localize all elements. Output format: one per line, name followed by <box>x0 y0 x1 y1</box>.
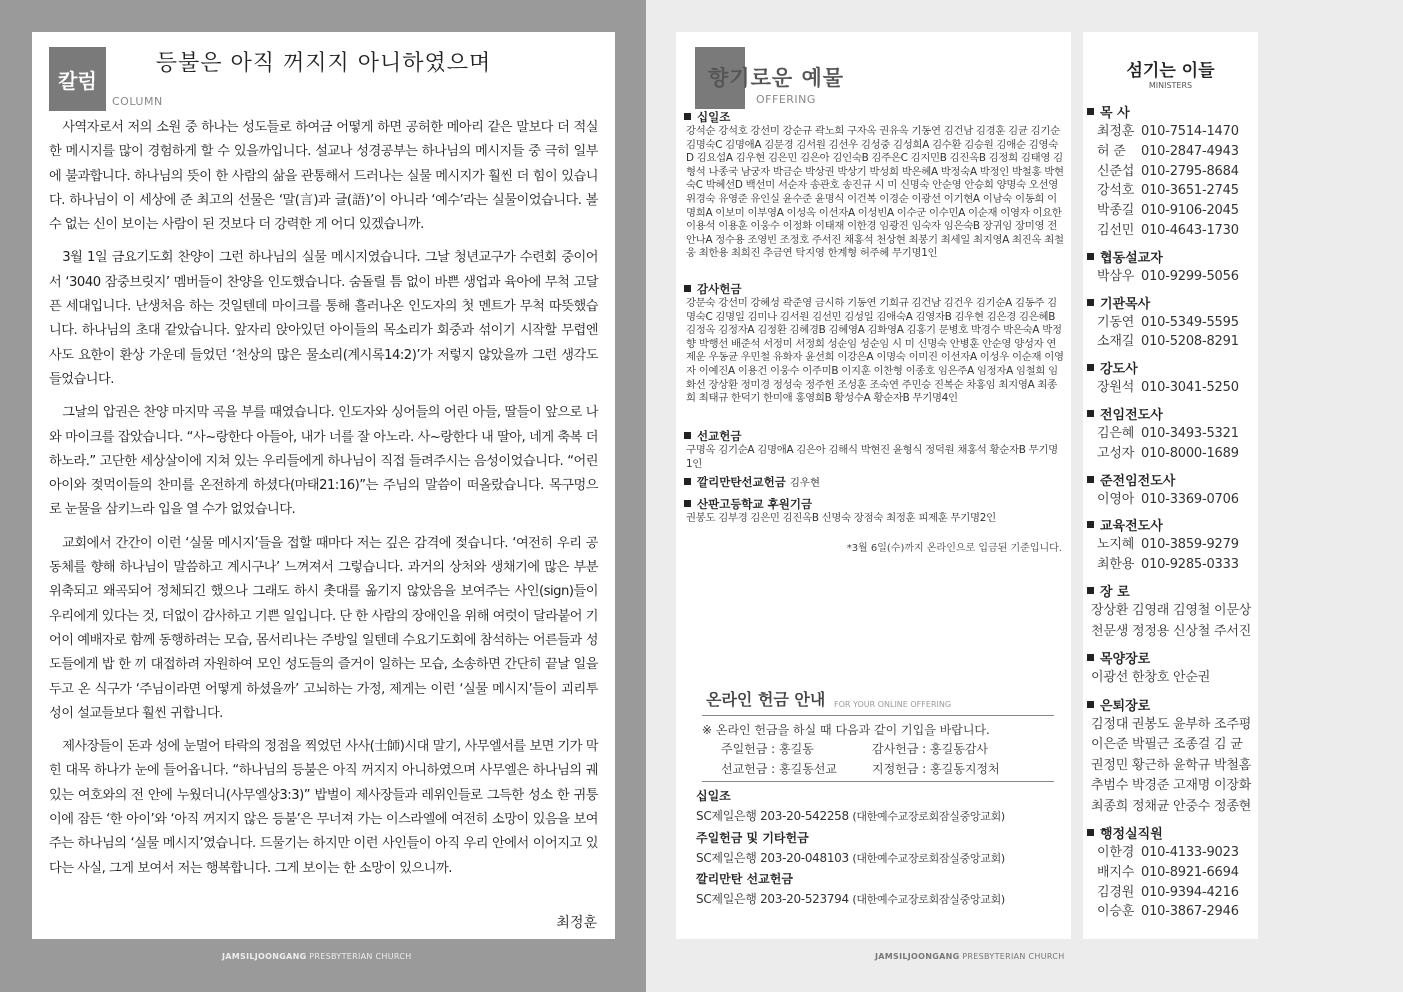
minister-row <box>1097 442 1239 461</box>
minister-name: 이한경 <box>1097 845 1135 860</box>
elder-names-line: 천문생 정정용 신상철 주서진 <box>1091 623 1252 639</box>
minister-group-label: 목 사 <box>1100 106 1130 121</box>
offering-panel <box>676 32 1071 939</box>
right-footer <box>875 952 1065 961</box>
donor-names: 김우현 <box>789 477 821 489</box>
elder-names-line: 장상환 김영래 김영철 이문상 <box>1091 603 1252 618</box>
column-badge-en: COLUMN <box>112 95 163 108</box>
offering-section-mission <box>684 429 1064 471</box>
square-bullet-icon <box>684 432 691 439</box>
square-bullet-icon <box>684 500 691 507</box>
account-line <box>696 807 1005 824</box>
donor-names: 강석순 강석호 강선미 강순규 곽노희 구자옥 권유옥 기동연 김건남 김경훈 김균 김기순 김명숙C 김명애A 김문경 김서원 김선우 김성중 김성희A 김수환 김승원 김애순 김영숙D 김요섭A 김우현 김은민 김은아 김인숙B 김주은C 김지민B 김진옥B 김정희 김태영 김형석 나종국 남궁자 박금순 박상권 박상기 박성희 박은혜A 박정숙A 박정인 박철홍 박현숙C 박혜선D 백선미 서순자 송관호 송진규 시 미 신명숙 안순영 안승희 양명숙 오선영 위경숙 유영준 유인실 윤수준 윤명식 이건복 이경순 이광선 이기현A 이남숙 이동희 이명희A 이보미 이부영A 이성옥 이선자A 이성빈A 이수군 이수민A 이순재 이영자 이요한 이용석 이용훈 이웅수 이정화 이태재 이한경 임광진 임숙자 임은숙B 장귀임 장미영 전안나A 정수용 조영빈 조정호 주서진 채홍석 천상현 최봉기 최세일 최지영A 최진옥 최철웅 최한용 최희진 추금연 탁지영 한계형 허주혜 무기명1인 <box>686 125 1064 260</box>
account-heading: 십일조 <box>696 789 731 803</box>
account-line <box>696 890 1005 907</box>
minister-group-heading <box>1087 470 1175 489</box>
online-offering-heading: 온라인 헌금 안내 <box>706 690 826 709</box>
section-heading-label: 선교헌금 <box>697 429 742 443</box>
minister-row <box>1097 311 1239 330</box>
square-bullet-icon <box>1087 587 1094 594</box>
minister-name: 김경원 <box>1097 884 1135 900</box>
square-bullet-icon <box>1087 108 1094 115</box>
minister-phone: 010-5349-5595 <box>1141 314 1239 330</box>
section-heading <box>684 110 1064 125</box>
minister-group-heading <box>1087 695 1150 714</box>
minister-row <box>1097 533 1239 552</box>
column-title: 등불은 아직 꺼지지 아니하였으며 <box>155 51 492 76</box>
minister-name: 허 준 <box>1097 143 1126 159</box>
minister-name: 고성자 <box>1097 445 1135 461</box>
minister-phone: 010-2847-4943 <box>1141 143 1239 159</box>
minister-phone: 010-5208-8291 <box>1141 334 1239 350</box>
elder-names-line: 권정민 황근하 윤학규 박철홈 <box>1091 757 1252 773</box>
minister-row <box>1097 265 1239 284</box>
elder-names-line: 김정대 권봉도 윤부하 조주평 <box>1091 716 1252 732</box>
minister-phone: 010-3493-5321 <box>1141 426 1239 441</box>
account-heading: 깔리만탄 선교헌금 <box>696 872 793 886</box>
section-heading-label: 산판고등학교 후원기금 <box>697 497 813 511</box>
online-example: 지정헌금 : 홍길동지정처 <box>872 762 1000 776</box>
minister-group-label: 교육전도사 <box>1100 519 1163 535</box>
square-bullet-icon <box>1087 364 1094 371</box>
column-author: 최정훈 <box>556 915 597 931</box>
offering-title: 향기로운 예물 <box>708 66 845 90</box>
offering-section-tithe <box>684 110 1064 261</box>
minister-group-heading <box>1087 581 1130 600</box>
minister-group-label: 장 로 <box>1100 585 1130 600</box>
minister-group-heading <box>1087 102 1130 121</box>
minister-name: 이승훈 <box>1097 904 1135 920</box>
square-bullet-icon <box>684 113 691 120</box>
minister-phone: 010-7514-1470 <box>1141 124 1239 139</box>
section-heading <box>684 475 1064 491</box>
divider <box>702 781 1054 782</box>
elder-names-line: 추범수 박경준 고재명 이장화 <box>1091 778 1252 793</box>
minister-group-label: 기관목사 <box>1100 296 1151 312</box>
square-bullet-icon <box>1087 476 1094 483</box>
offering-section-kalimantan <box>684 475 1064 491</box>
online-example: 주일헌금 : 홍길동 <box>721 742 814 756</box>
minister-row <box>1097 553 1239 572</box>
minister-row <box>1097 140 1239 159</box>
donor-names: 강문숙 강선미 강혜성 곽준영 금시하 기동연 기희규 김건남 김건우 김기순A 김동주 김명숙C 김명일 김미나 김서원 김선민 김성일 김애숙A 김영자B 김우현 김은경 김은혜B 김정옥 김정자A 김정환 김혜경B 김혜영A 김화영A 김홍기 문병호 박경수 박은숙A 박정향 박행선 배준석 서정미 서정희 성순임 성순임 시 미 신명숙 안병훈 안순영 양성자 연제운 우동균 우민철 유화자 윤선희 이강은A 이명숙 이미진 이선자A 이성우 이순재 이영자 이예진A 이용건 이웅수 이주미B 이지훈 이찬형 이종호 임은주A 임정자A 임철희 임화선 장상환 정미경 정성숙 정주헌 조성훈 조숙연 주민승 진복순 차홍임 최지영A 최종희 최태규 한덕기 한미애 홍영희B 황성수A 황순자B 무기명4인 <box>686 297 1064 405</box>
square-bullet-icon <box>1087 299 1094 306</box>
minister-row <box>1097 330 1239 349</box>
account-number: SC제일은행 203-20-542258 <box>696 809 849 823</box>
minister-phone: 010-8000-1689 <box>1141 445 1239 461</box>
left-footer <box>222 952 412 961</box>
online-note: ※ 온라인 헌금을 하실 때 다음과 같이 기입을 바랍니다. <box>702 723 990 737</box>
minister-group-label: 협동설교자 <box>1100 250 1163 266</box>
square-bullet-icon <box>1087 521 1094 528</box>
section-heading <box>684 429 1064 444</box>
minister-row <box>1097 376 1239 395</box>
column-paragraph: 3월 1일 금요기도회 찬양이 그런 하나님의 실물 메시지였습니다. 그날 청년교구가 수련회 중이어서 ‘3040 잠중브릿지’ 멤버들이 찬양을 인도했습니다. 숨돌릴 틈 없이 바쁜 생업과 육아에 무척 고달픈 세대입니다. 난생처음 하는 것일텐데 마이크를 통해 흘러나온 인도자의 첫 멘트가 무척 따뜻했습니다. 하나님의 초대 같았습니다. 앞자리 앉아있던 아이들의 목소리가 회중과 섞이기 시작할 무렵엔 사도 요한이 환상 가운데 들었던 ‘천상의 많은 물소리(계시록14:2)’가 저렇지 않았을까 그런 생각도 들었습니다. <box>49 250 598 387</box>
minister-group-label: 강도사 <box>1100 362 1138 378</box>
minister-row <box>1097 160 1239 179</box>
offering-title-en: OFFERING <box>756 93 816 106</box>
minister-group-label: 전임전도사 <box>1100 408 1163 423</box>
minister-row <box>1097 488 1239 507</box>
square-bullet-icon <box>684 285 691 292</box>
account-holder: (대한예수교장로회잠실중앙교회) <box>852 810 1005 823</box>
square-bullet-icon <box>1087 410 1094 417</box>
ministers-panel <box>1083 32 1258 939</box>
column-body <box>49 116 598 890</box>
account-line <box>696 849 1005 866</box>
elder-names-line: 최종희 정채균 안중수 정종현 <box>1091 798 1252 814</box>
minister-group-heading <box>1087 293 1150 312</box>
footer-brand: JAMSILJOONGANG <box>875 952 960 961</box>
section-heading-label: 십일조 <box>697 110 731 124</box>
minister-group-heading <box>1087 823 1163 842</box>
minister-row <box>1097 199 1239 218</box>
minister-group-heading <box>1087 515 1163 534</box>
divider <box>702 715 1054 716</box>
minister-phone: 010-9285-0333 <box>1141 557 1239 573</box>
minister-group-heading <box>1087 247 1163 266</box>
minister-group-heading <box>1087 404 1163 423</box>
minister-name: 강석호 <box>1097 183 1135 199</box>
minister-name: 기동연 <box>1097 314 1135 330</box>
minister-phone: 010-9299-5056 <box>1141 268 1239 284</box>
minister-group-label: 준전임전도사 <box>1100 473 1176 489</box>
minister-row <box>1097 861 1239 880</box>
minister-name: 박삼우 <box>1097 268 1135 284</box>
online-example: 감사헌금 : 홍길동감사 <box>872 742 989 756</box>
minister-row <box>1097 900 1239 919</box>
minister-row <box>1097 120 1239 139</box>
minister-row <box>1097 881 1239 900</box>
minister-name: 배지수 <box>1097 864 1135 880</box>
minister-phone: 010-4133-9023 <box>1141 845 1239 860</box>
minister-name: 최정훈 <box>1097 124 1135 139</box>
footer-rest: PRESBYTERIAN CHURCH <box>959 952 1065 961</box>
minister-phone: 010-3651-2745 <box>1141 183 1239 199</box>
minister-phone: 010-3369-0706 <box>1141 491 1239 507</box>
minister-name: 소재길 <box>1097 334 1135 350</box>
minister-phone: 010-9394-4216 <box>1141 884 1239 900</box>
minister-phone: 010-8921-6694 <box>1141 864 1239 880</box>
minister-phone: 010-9106-2045 <box>1141 203 1239 219</box>
minister-name: 신준섭 <box>1097 163 1135 179</box>
donor-names: 권봉도 김부경 김은민 김진옥B 신명숙 장점숙 최정훈 피제훈 무기명2인 <box>686 512 996 524</box>
section-heading-label: 깔리만탄선교헌금 <box>697 475 786 489</box>
minister-name: 박종길 <box>1097 203 1135 219</box>
minister-row <box>1097 179 1239 198</box>
online-offering-heading-en: FOR YOUR ONLINE OFFERING <box>834 700 952 709</box>
minister-name: 장원석 <box>1097 380 1135 396</box>
minister-phone: 010-3867-2946 <box>1141 904 1239 920</box>
minister-phone: 010-4643-1730 <box>1141 223 1239 238</box>
minister-group-label: 행정실직원 <box>1100 827 1163 842</box>
column-badge: 칼럼 <box>49 47 106 111</box>
elder-names-line: 이광선 한창호 안순권 <box>1091 670 1211 685</box>
square-bullet-icon <box>1087 253 1094 260</box>
minister-name: 이영아 <box>1097 491 1135 507</box>
donor-names: 구명옥 김기순A 김명애A 김은아 김해식 박현진 윤형식 정덕원 채홍석 황순자B 무기명1인 <box>686 444 1058 470</box>
account-heading: 주일헌금 및 기타헌금 <box>696 831 809 845</box>
footer-rest: PRESBYTERIAN CHURCH <box>306 952 412 961</box>
square-bullet-icon <box>1087 654 1094 661</box>
column-paragraph: 그날의 압권은 찬양 마지막 곡을 부를 때였습니다. 인도자와 싱어들의 어린 아들, 딸들이 앞으로 나와 마이크를 잡았습니다. “사~랑한다 아들아, 내가 너를 잘 아노라. 사~랑한다 내 딸아, 네게 축복 더하노라.” 고단한 세상살이에 지쳐 있는 우리들에게 하나님이 직접 들려주시는 음성이었습니다. “어린아이와 젖먹이들의 찬미를 온전하게 하셨다(마태21:16)”는 주님의 말씀이 떠올랐습니다. 목구멍으로 눈물을 삼키느라 입을 열 수가 없었습니다. <box>49 405 598 518</box>
square-bullet-icon <box>684 478 691 485</box>
ministers-title-en: MINISTERS <box>1148 81 1193 90</box>
column-panel <box>32 32 615 939</box>
section-heading <box>684 497 1064 512</box>
minister-phone: 010-3859-9279 <box>1141 537 1239 553</box>
section-heading <box>684 282 1064 297</box>
account-holder: (대한예수교장로회잠실중앙교회) <box>852 852 1005 865</box>
minister-group-heading <box>1087 648 1150 667</box>
square-bullet-icon <box>1087 829 1094 836</box>
minister-row <box>1097 841 1239 860</box>
square-bullet-icon <box>1087 701 1094 708</box>
minister-group-label: 목양장로 <box>1100 652 1151 667</box>
section-heading-label: 감사헌금 <box>697 282 742 296</box>
minister-name: 최한용 <box>1097 557 1135 573</box>
minister-name: 김선민 <box>1097 223 1135 238</box>
column-paragraph: 사역자로서 저의 소원 중 하나는 성도들로 하여금 어떻게 하면 공허한 메아리 같은 말보다 더 적실한 메시지를 많이 경험하게 할 수 있을까입니다. 설교나 성경공부는 하나님의 메시지들 중 극히 일부에 불과합니다. 하나님의 뜻이 한 사람의 삶을 관통해서 드러나는 실물 메시지가 훨씬 더 힘이 있습니다. 하나님이 이 세상에 준 최고의 선물은 ‘말(言)과 글(語)’이 아니라 ‘예수’라는 실물이었습니다. 볼 수 없는 신이 보이는 사람이 된 것보다 더 강력한 게 어디 있겠습니까. <box>49 120 598 233</box>
offering-section-thanks <box>684 282 1064 406</box>
account-number: SC제일은행 203-20-523794 <box>696 892 849 906</box>
offering-section-school <box>684 497 1064 526</box>
account-number: SC제일은행 203-20-048103 <box>696 851 849 865</box>
elder-names-line: 이은준 박필근 조종걸 김 균 <box>1091 737 1243 752</box>
minister-name: 김은혜 <box>1097 426 1135 441</box>
minister-phone: 010-2795-8684 <box>1141 163 1239 179</box>
minister-row <box>1097 219 1239 238</box>
minister-row <box>1097 422 1239 441</box>
column-paragraph: 제사장들이 돈과 성에 눈멀어 타락의 정점을 찍었던 사사(士師)시대 말기, 사무엘서를 보면 기가 막힌 대목 하나가 눈에 들어옵니다. “하나님의 등불은 아직 꺼지지 아니하였으며 사무엘은 하나님의 궤 있는 여호와의 전 안에 누웠더니(사무엘상3:3)” 밥벌이 제사장들과 레위인들로 그득한 성소 한 귀퉁이에 잠든 ‘한 아이’와 ‘아직 꺼지지 않은 등불’은 무너져 가는 이스라엘에 여전히 소망이 있음을 보여주는 하나님의 ‘실물 메시지’였습니다. 드물기는 하지만 이런 사인들이 아직 우리 안에서 이어지고 있다는 사실, 그게 보여서 저는 행복합니다. 그게 보이는 한 소망이 있으니까. <box>49 739 598 876</box>
footer-brand: JAMSILJOONGANG <box>222 952 307 961</box>
minister-name: 노지혜 <box>1097 537 1135 553</box>
ministers-title: 섬기는 이들 <box>1126 61 1215 81</box>
account-holder: (대한예수교장로회잠실중앙교회) <box>852 893 1005 906</box>
minister-group-label: 은퇴장로 <box>1100 698 1151 714</box>
column-paragraph: 교회에서 간간이 이런 ‘실물 메시지’들을 접할 때마다 저는 깊은 감격에 젖습니다. ‘여전히 우리 공동체를 향해 하나님이 말씀하고 계시구나’ 느껴져서 그렇습니다. 과거의 상처와 생채기에 많은 부분 위축되고 왜곡되어 정체되긴 했으나 그래도 하시 촛대를 옮기지 않았음을 보여주는 사인(sign)들이 우리에게 있다는 것, 더없이 감사하고 기쁜 일입니다. 단 한 사람의 장애인을 위해 여럿이 달라붙어 기어이 예배자로 함께 동행하려는 모습, 몸서리나는 주방일 일텐데 수요기도회에 참석하는 어른들과 성도들에게 밥 한 끼 대접하려 자원하여 모인 성도들의 즐거이 일하는 모습, 소송하면 간단히 끝날 일을 두고 온 식구가 ‘주님이라면 어떻게 하셨을까’ 고뇌하는 가정, 제게는 이런 ‘실물 메시지’들이 괴리투성이 설교들보다 훨씬 귀합니다. <box>49 535 598 721</box>
online-example: 선교헌금 : 홍길동선교 <box>721 762 838 776</box>
offering-notice: *3월 6일(수)까지 온라인으로 입금된 기준입니다. <box>846 543 1062 554</box>
minister-phone: 010-3041-5250 <box>1141 380 1239 396</box>
minister-group-heading <box>1087 358 1138 377</box>
